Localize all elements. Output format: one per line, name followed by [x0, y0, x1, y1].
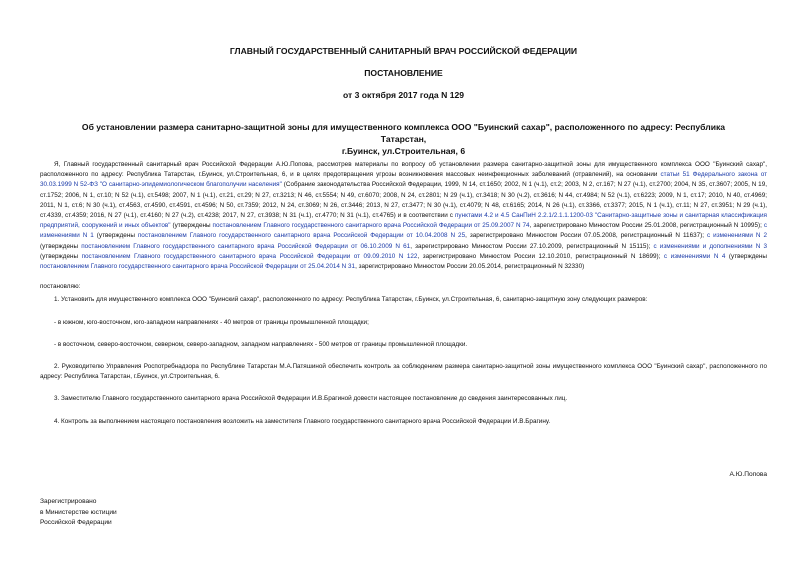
document-title [70, 121, 737, 157]
preamble-paragraph [40, 160, 767, 272]
decree-word: постановляю: [40, 283, 81, 291]
preamble-text: Я, Главный государственный санитарный врач Российской Федерации А.Ю.Попова, рассмотрев материалы по вопросу об установлении размера санитарно-защитной зоны для имущественного комплекса ООО "Буинский сахар", расположенного по адресу: Республика Татарстан, г.Буинск, ул.Строительная, 6, и в целях предотвращения угрозы возникновения массовых неинфекционных заболеваний (отравлений), на основании [40, 161, 767, 179]
doc-type-heading: ПОСТАНОВЛЕНИЕ [364, 68, 443, 78]
preamble-text: (утверждены [93, 232, 138, 240]
preamble-text: (Собрание законодательства Российской Федерации, 1999, N 14, ст.1650; 2002, N 1 (ч.1), ст.2; 2003, N 2, ст.167; N 27 (ч.1), ст.2700; 2004, N 35, ст.3607; 2005, N 19, ст.1752; 2006, N 1, ст.10; N 52 (ч.1), ст.5498; 2007, N 1 (ч.1), ст.21, ст.29; N 27, ст.3213; N 46, ст.5554; N 49, ст.6070; 2008, N 24, ст.2801; N 29 (ч.1), ст.3418; N 30 (ч.2), ст.3616; N 44, ст.4984; N 52 (ч.1), ст.6223; 2009, N 1, ст.17; 2010, N 40, ст.4969; 2011, N 1, ст.6; N 30 (ч.1), ст.4563, ст.4590, ст.4591, ст.4596; N 50, ст.7359; 2012, N 24, ст.3069; N 26, ст.3446; 2013, N 27, ст.3477; N 30 (ч.1), ст.4079; N 48, ст.6165; 2014, N 26 (ч.1), ст.3366, ст.3377; 2015, N 1 (ч.1), ст.11; N 27, ст.3951; N 29 (ч.1), ст.4339, ст.4359; 2016, N 27 (ч.1), ст.4160; N 27 (ч.2), ст.4238; 2017, N 27, ст.3938; N 31 (ч.1), ст.4770; N 31 (ч.1), ст.4765) и в соответствии с [40, 181, 767, 220]
sanpin-link[interactable]: пунктами 4.2 и 4.5 СанПиН 2.2.1/2.1.1.1200-03 "Санитарно-защитные зоны и санитарная классификация предприятий, сооружений и иных объектов" [40, 212, 767, 230]
preamble-text: , зарегистрировано Минюстом России 27.10.2009, регистрационный N 15115); [410, 242, 654, 250]
item-2: 2. Руководителю Управления Роспотребнадзора по Республике Татарстан М.А.Патяшиной обеспечить контроль за соблюдением размера санитарно-защитной зоны имущественного комплекса ООО "Буинский сахар", расположенного по адресу: Республика Татарстан, г.Буинск, ул.Строительная, 6. [40, 363, 767, 381]
registration-note [40, 497, 117, 529]
decree-link[interactable]: постановлением Главного государственного санитарного врача Российской Федерации от 10.04.2008 N 25 [137, 232, 466, 240]
date-number: от 3 октября 2017 года N 129 [342, 90, 465, 100]
document-body [40, 160, 767, 427]
amendment-link[interactable]: с изменениями N 1 [40, 222, 767, 240]
decree-link[interactable]: постановлением Главного государственного санитарного врача Российской Федерации от 06.10.2009 N 61 [81, 242, 411, 250]
title-line-1: Об установлении размера санитарно-защитной зоны для имущественного комплекса ООО "Буинский сахар", расположенного по адресу: Республика Татарстан, [81, 122, 726, 144]
item-1-north: - в восточном, северо-восточном, северном, северо-западном, западном направлениях - 500 метров от границы промышленной площадки. [54, 340, 468, 348]
law-link[interactable]: статьи 51 Федерального закона от 30.03.1999 N 52-ФЗ "О санитарно-эпидемиологическом благополучии населения" [40, 171, 767, 189]
amendment-link[interactable]: с изменениями N 2 [707, 232, 767, 240]
registration-line-3: Российской Федерации [40, 519, 112, 526]
item-1-south: - в южном, юго-восточном, юго-западном направлениях - 40 метров от границы промышленной площадки; [54, 318, 369, 326]
title-line-2: г.Буинск, ул.Строительная, 6 [341, 146, 466, 156]
signature: А.Ю.Попова [729, 471, 767, 478]
preamble-text: (утверждены [40, 242, 82, 250]
decree-link[interactable]: постановлением Главного государственного санитарного врача Российской Федерации от 25.04.2014 N 31 [40, 263, 356, 271]
preamble-text: (утверждены [170, 222, 213, 230]
item-3: 3. Заместителю Главного государственного санитарного врача Российской Федерации И.В.Брагиной довести настоящее постановление до сведения заинтересованных лиц. [54, 395, 568, 403]
preamble-text: (утверждены [40, 252, 82, 260]
amendment-link[interactable]: с изменениями и дополнениями N 3 [653, 242, 767, 250]
preamble-text: , зарегистрировано Минюстом России 20.05.2014, регистрационный N 32330) [355, 263, 585, 271]
item-4: 4. Контроль за выполнением настоящего постановления возложить на заместителя Главного государственного санитарного врача Российской Федерации И.В.Брагину. [54, 417, 551, 425]
amendment-link[interactable]: с изменениями N 4 [663, 252, 726, 260]
preamble-text: , зарегистрировано Минюстом России 12.10.2010, регистрационный N 18699); [417, 252, 664, 260]
decree-link[interactable]: постановлением Главного государственного санитарного врача Российской Федерации от 25.09.2007 N 74 [212, 222, 530, 230]
item-1: 1. Установить для имущественного комплекса ООО "Буинский сахар", расположенного по адресу: Республика Татарстан, г.Буинск, ул.Строительная, 6, санитарно-защитную зону следующих размеров: [54, 296, 648, 304]
preamble-text: , зарегистрировано Минюстом России 25.01.2008, регистрационный N 10995); [529, 222, 764, 230]
registration-line-1: Зарегистрировано [40, 498, 97, 505]
decree-link[interactable]: постановлением Главного государственного санитарного врача Российской Федерации от 09.09.2010 N 122 [81, 252, 418, 260]
registration-line-2: в Министерстве юстиции [40, 508, 117, 516]
preamble-text: , зарегистрировано Минюстом России 07.05.2008, регистрационный N 11637); [465, 232, 708, 240]
authority-heading: ГЛАВНЫЙ ГОСУДАРСТВЕННЫЙ САНИТАРНЫЙ ВРАЧ РОССИЙСКОЙ ФЕДЕРАЦИИ [229, 46, 578, 56]
preamble-text: (утверждены [725, 252, 767, 260]
